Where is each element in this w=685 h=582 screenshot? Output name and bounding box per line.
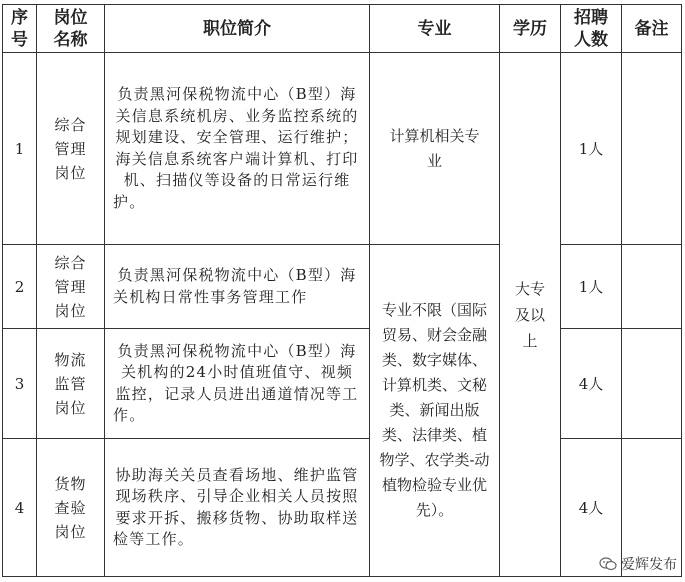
header-position: 岗位名称: [37, 5, 105, 53]
row-position: 综合管理岗位: [37, 53, 105, 245]
row-remark: [622, 53, 682, 245]
row-major: 计算机相关专业: [370, 53, 500, 245]
header-remark: 备注: [622, 5, 682, 53]
row-no: 2: [3, 245, 37, 329]
row-no: 3: [3, 329, 37, 439]
header-education: 学历: [500, 5, 561, 53]
header-description: 职位简介: [105, 5, 370, 53]
row-position: 综合管理岗位: [37, 245, 105, 329]
table-row: [3, 329, 682, 439]
table-row: [3, 439, 682, 577]
header-no: 序号: [3, 5, 37, 53]
row-quota: 4人: [561, 329, 622, 439]
row-description: 负责黑河保税物流中心（B型）海关信息系统机房、业务监控系统的规划建设、安全管理、运行维护；海关信息系统客户端计算机、打印机、扫描仪等设备的日常运行维护。: [105, 53, 370, 245]
header-quota: 招聘人数: [561, 5, 622, 53]
wechat-icon: [599, 557, 617, 571]
row-quota: 1人: [561, 53, 622, 245]
row-description: 负责黑河保税物流中心（B型）海关机构日常性事务管理工作: [105, 245, 370, 329]
recruitment-table: [2, 4, 682, 577]
header-row: [3, 5, 682, 53]
row-remark: [622, 329, 682, 439]
table-row: [3, 245, 682, 329]
shared-major-cell: 专业不限（国际贸易、财会金融类、数字媒体、计算机类、文秘类、新闻出版类、法律类、植物学、农学类-动植物检验专业优先）。: [370, 245, 500, 577]
row-description: 负责黑河保税物流中心（B型）海关机构的24小时值班值守、视频监控，记录人员进出通道情况等工作。: [105, 329, 370, 439]
row-quota: 4人: [561, 439, 622, 577]
watermark: [599, 554, 677, 574]
row-position: 物流监管岗位: [37, 329, 105, 439]
row-no: 1: [3, 53, 37, 245]
table-row: [3, 53, 682, 245]
row-quota: 1人: [561, 245, 622, 329]
row-position: 货物查验岗位: [37, 439, 105, 577]
watermark-text: 爱辉发布: [621, 557, 677, 573]
row-remark: [622, 245, 682, 329]
row-description: 协助海关关员查看场地、维护监管现场秩序、引导企业相关人员按照要求开拆、搬移货物、协助取样送检等工作。: [105, 439, 370, 577]
education-cell: 大专及以上: [500, 53, 561, 577]
header-major: 专业: [370, 5, 500, 53]
row-no: 4: [3, 439, 37, 577]
